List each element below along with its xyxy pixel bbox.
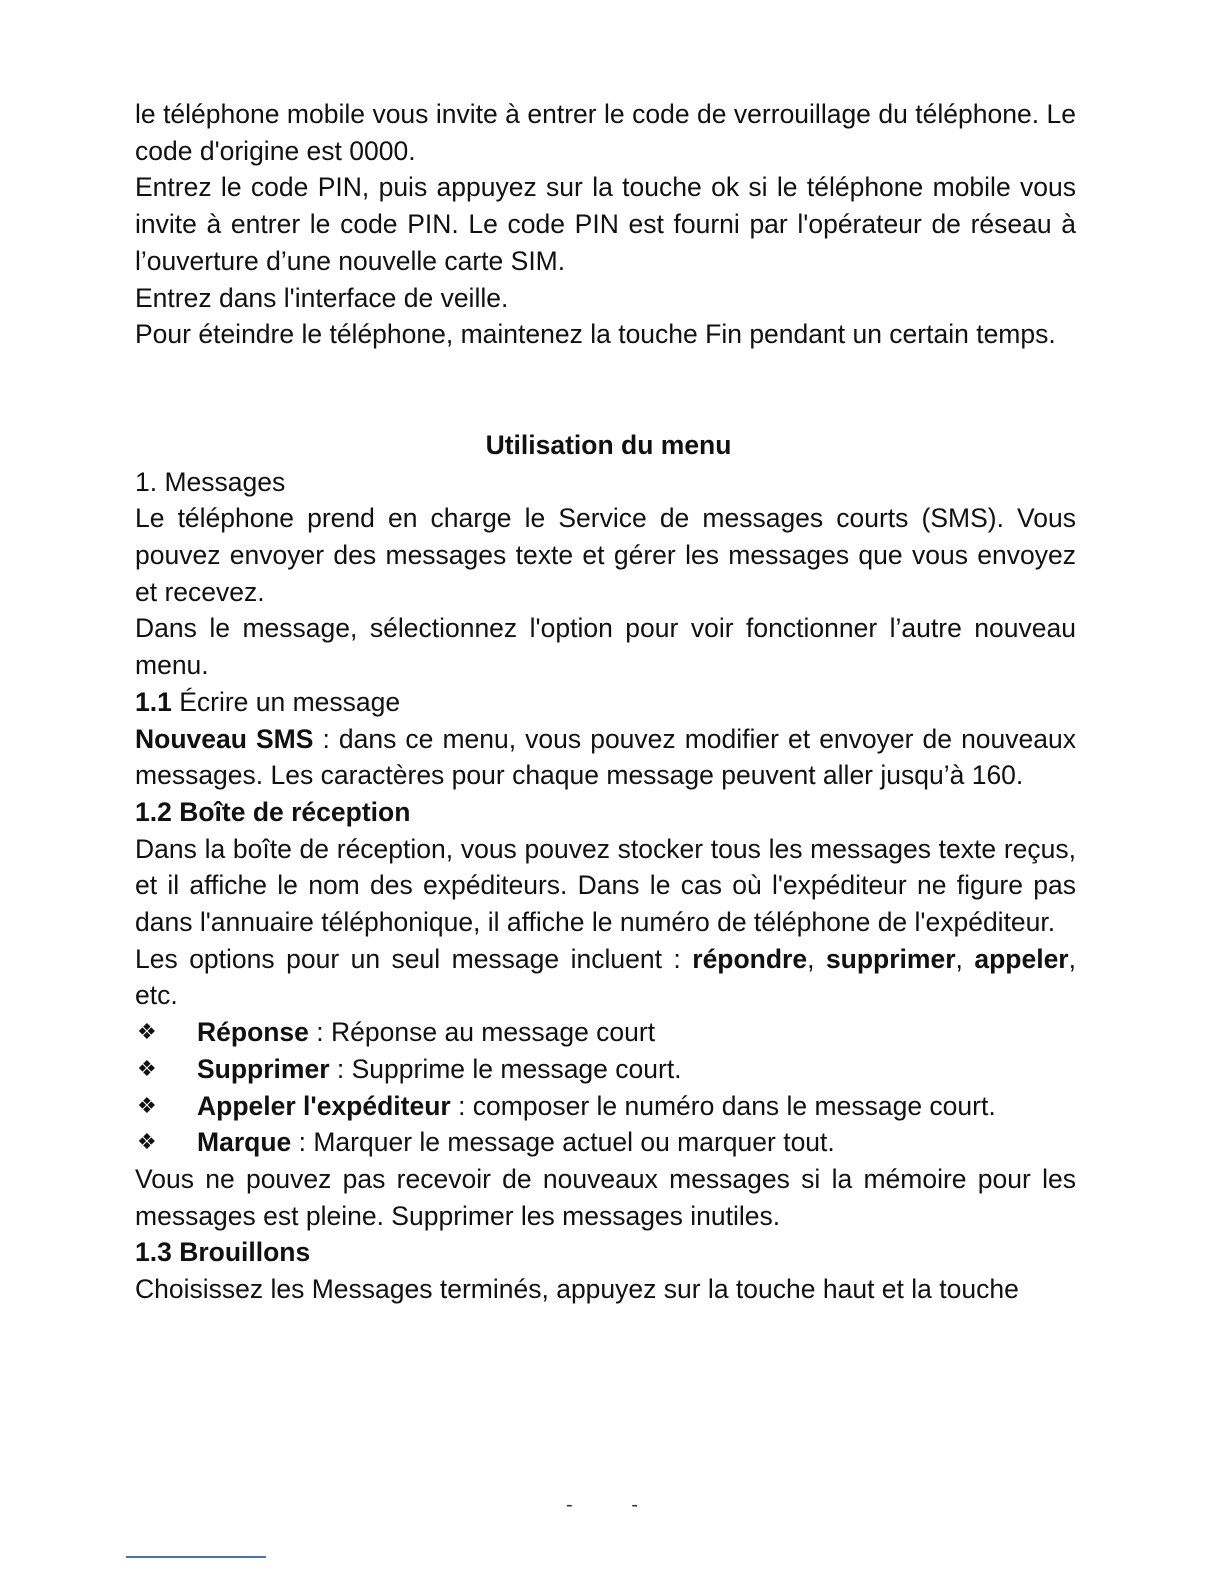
inbox-options-list [135,1014,1076,1161]
intro-paragraph-lock-code: le téléphone mobile vous invite à entrer le code de verrouillage du téléphone. Le code d'origine est 0000. [135,99,1076,166]
list-item-text: : Marquer le message actuel ou marquer tout. [291,1127,835,1158]
section-title: Utilisation du menu [485,429,732,460]
subsection-1-1-heading [135,684,1076,721]
messages-paragraph-sms: Le téléphone prend en charge le Service de messages courts (SMS). Vous pouvez envoyer des messages texte et gérer les messages que vous envoyez et recevez. [135,503,1076,607]
diamond-bullet-icon: ❖ [137,1055,157,1081]
list-item-label: Appeler l'expéditeur [197,1090,451,1121]
list-item-label: Marque [197,1127,292,1158]
diamond-bullet-icon: ❖ [137,1019,157,1045]
list-item-text: : Réponse au message court [308,1017,656,1048]
subsection-1-1-title: Écrire un message [171,686,401,717]
drafts-paragraph: Choisissez les Messages terminés, appuyez sur la touche haut et la touche [135,1274,1019,1305]
intro-paragraph-standby: Entrez dans l'interface de veille. [135,282,509,313]
new-sms-paragraph [135,721,1076,794]
option-delete: supprimer [825,943,956,974]
option-call: appeler [974,943,1069,974]
new-sms-text: : dans ce menu, vous pouvez modifier et envoyer de nouveaux messages. Les caractères pour chaque message peuvent aller jusqu’à 160. [135,723,1076,791]
document-page [135,96,1076,1308]
diamond-bullet-icon: ❖ [137,1129,157,1155]
list-item [135,1051,1076,1088]
inbox-options-paragraph: Les options pour un seul message incluent : répondre, supprimer, appeler, etc. [135,943,1076,1011]
list-item-text: : composer le numéro dans le message court. [450,1090,996,1121]
list-item [135,1014,1076,1051]
subsection-1-3-heading: 1.3 Brouillons [135,1237,311,1268]
intro-paragraph-power-off: Pour éteindre le téléphone, maintenez la touche Fin pendant un certain temps. [135,319,1056,350]
messages-paragraph-options: Dans le message, sélectionnez l'option pour voir fonctionner l’autre nouveau menu. [135,613,1076,681]
subsection-1-1-number: 1.1 [135,686,172,717]
list-item-label: Réponse [197,1017,309,1048]
list-item [135,1124,1076,1161]
page-number-placeholder [566,1494,638,1517]
diamond-bullet-icon: ❖ [137,1092,157,1118]
subsection-1-2-heading: 1.2 Boîte de réception [135,796,411,827]
list-item-label: Supprimer [197,1053,330,1084]
list-item [135,1088,1076,1125]
new-sms-label: Nouveau SMS [135,723,314,754]
messages-heading: 1. Messages [135,466,286,497]
section-spacer [135,353,1076,427]
option-reply: répondre [692,943,808,974]
list-item-text: : Supprime le message court. [329,1053,682,1084]
intro-paragraph-pin: Entrez le code PIN, puis appuyez sur la touche ok si le téléphone mobile vous invite à entrer le code PIN. Le code PIN est fourni par l'opérateur de réseau à l’ouverture d’une nouvelle carte SIM. [135,172,1076,276]
memory-full-paragraph: Vous ne pouvez pas recevoir de nouveaux messages si la mémoire pour les messages est pleine. Supprimer les messages inutiles. [135,1163,1076,1231]
footer-right-dash: - [631,1494,638,1516]
inbox-paragraph: Dans la boîte de réception, vous pouvez stocker tous les messages texte reçus, et il affiche le nom des expéditeurs. Dans le cas où l'expéditeur ne figure pas dans l'annuaire téléphonique, il affiche le numéro de téléphone de l'expéditeur. [135,833,1076,938]
footer-rule [126,1556,266,1558]
footer-left-dash: - [566,1494,573,1516]
